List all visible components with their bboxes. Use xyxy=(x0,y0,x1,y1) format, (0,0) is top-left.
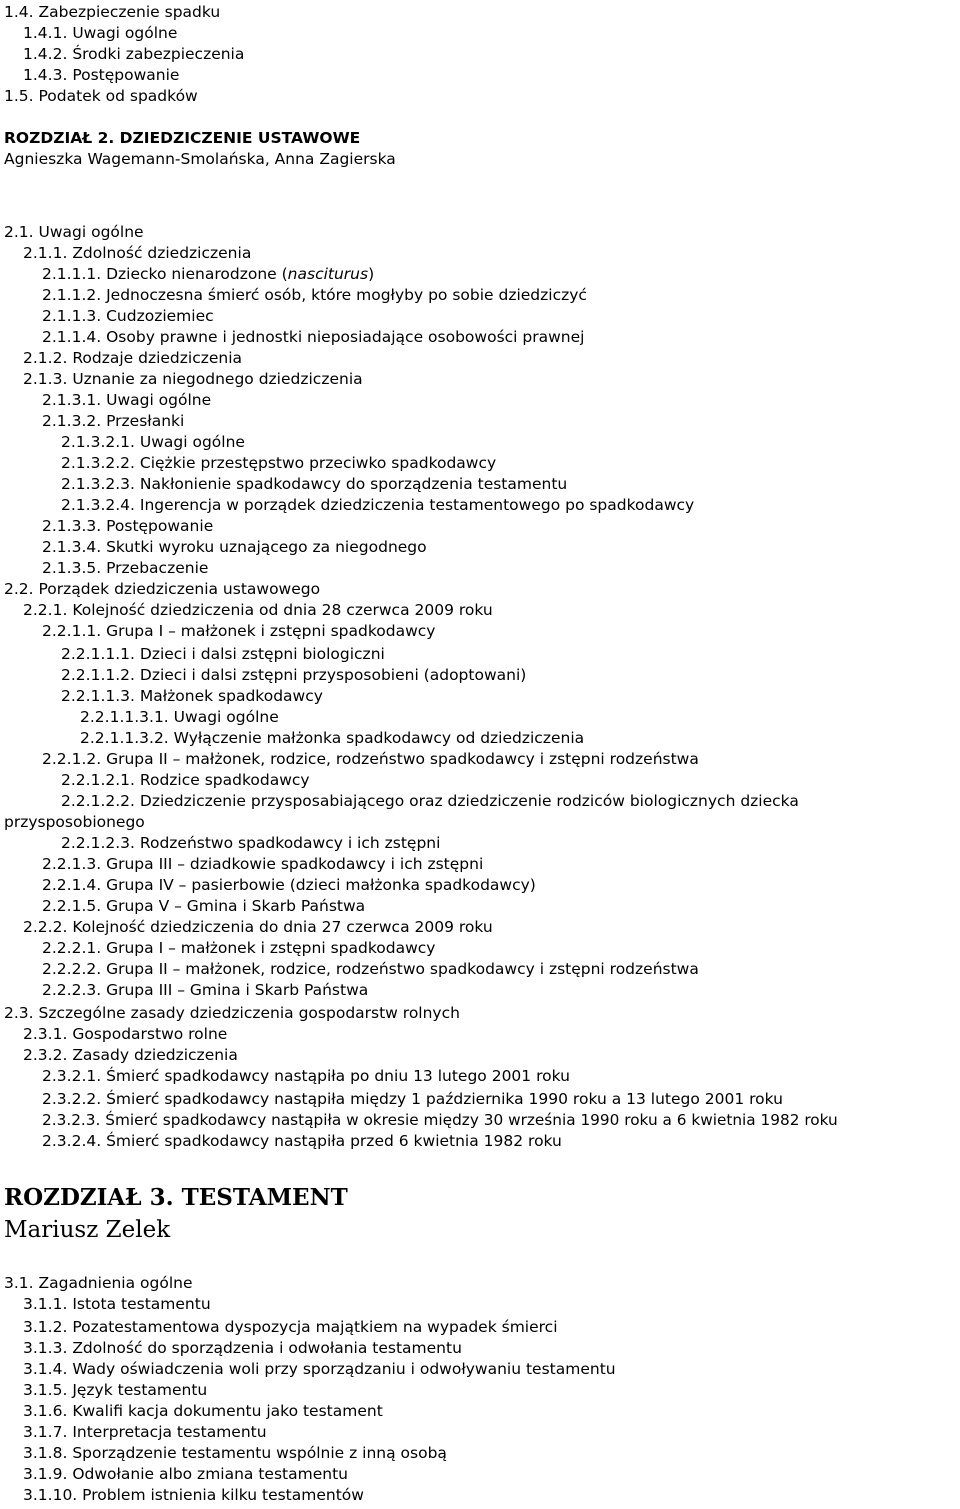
toc-entry: 2.2.1.1.3. Małżonek spadkodawcy xyxy=(61,687,323,705)
toc-entry: 2.2. Porządek dziedziczenia ustawowego xyxy=(4,580,321,598)
toc-entry: 2.1.3.2.3. Nakłonienie spadkodawcy do sporządzenia testamentu xyxy=(61,475,568,493)
toc-entry: 3.1.10. Problem istnienia kilku testamentów xyxy=(23,1486,364,1504)
toc-entry: 2.2.1.1.3.2. Wyłączenie małżonka spadkodawcy od dziedziczenia xyxy=(80,729,585,747)
toc-entry: 3.1.1. Istota testamentu xyxy=(23,1295,211,1313)
toc-entry: 2.1.3.2.4. Ingerencja w porządek dziedziczenia testamentowego po spadkodawcy xyxy=(61,496,695,514)
toc-entry: 2.2.2. Kolejność dziedziczenia do dnia 27 czerwca 2009 roku xyxy=(23,918,493,936)
toc-entry: 2.1.2. Rodzaje dziedziczenia xyxy=(23,349,243,367)
toc-entry: 1.4. Zabezpieczenie spadku xyxy=(4,3,221,21)
toc-entry: 3.1.2. Pozatestamentowa dyspozycja majątkiem na wypadek śmierci xyxy=(23,1318,558,1336)
chapter-heading: ROZDZIAŁ 3. TESTAMENT xyxy=(4,1184,348,1211)
chapter-authors: Agnieszka Wagemann-Smolańska, Anna Zagierska xyxy=(4,150,396,168)
toc-entry: 2.2.2.2. Grupa II – małżonek, rodzice, rodzeństwo spadkodawcy i zstępni rodzeństwa xyxy=(42,960,699,978)
toc-entry: 2.1.1.3. Cudzoziemiec xyxy=(42,307,214,325)
toc-entry: 2.1.3.3. Postępowanie xyxy=(42,517,214,535)
toc-entry: 2.2.1.2. Grupa II – małżonek, rodzice, rodzeństwo spadkodawcy i zstępni rodzeństwa xyxy=(42,750,699,768)
toc-entry: 2.2.1.1.2. Dzieci i dalsi zstępni przysposobieni (adoptowani) xyxy=(61,666,527,684)
toc-entry: 3.1.3. Zdolność do sporządzenia i odwołania testamentu xyxy=(23,1339,462,1357)
toc-entry: 2.2.2.3. Grupa III – Gmina i Skarb Państwa xyxy=(42,981,369,999)
toc-entry: 3.1.6. Kwalifi kacja dokumentu jako testament xyxy=(23,1402,383,1420)
toc-entry: 2.2.1.3. Grupa III – dziadkowie spadkodawcy i ich zstępni xyxy=(42,855,484,873)
toc-entry: 2.3.1. Gospodarstwo rolne xyxy=(23,1025,228,1043)
toc-entry: 2.2.1.2.1. Rodzice spadkodawcy xyxy=(61,771,310,789)
toc-entry: 2.2.1.2.3. Rodzeństwo spadkodawcy i ich zstępni xyxy=(61,834,441,852)
toc-entry: 1.4.3. Postępowanie xyxy=(23,66,180,84)
toc-entry: 2.1.3.5. Przebaczenie xyxy=(42,559,209,577)
toc-entry: 2.1. Uwagi ogólne xyxy=(4,223,144,241)
toc-entry: 2.1.1.1. Dziecko nienarodzone (nasciturus) xyxy=(42,265,375,283)
toc-entry: 2.1.3.2.2. Ciężkie przestępstwo przeciwko spadkodawcy xyxy=(61,454,497,472)
toc-entry: 2.1.3.4. Skutki wyroku uznającego za niegodnego xyxy=(42,538,427,556)
toc-entry: 3.1.4. Wady oświadczenia woli przy sporządzaniu i odwoływaniu testamentu xyxy=(23,1360,616,1378)
toc-entry: 2.1.3.2.1. Uwagi ogólne xyxy=(61,433,245,451)
chapter-heading: ROZDZIAŁ 2. DZIEDZICZENIE USTAWOWE xyxy=(4,129,361,147)
toc-entry: 2.1.3.2. Przesłanki xyxy=(42,412,185,430)
toc-entry: 3.1. Zagadnienia ogólne xyxy=(4,1274,193,1292)
toc-entry: 2.1.1.2. Jednoczesna śmierć osób, które mogłyby po sobie dziedziczyć xyxy=(42,286,587,304)
toc-entry: 2.1.3.1. Uwagi ogólne xyxy=(42,391,212,409)
toc-entry: 2.3.2. Zasady dziedziczenia xyxy=(23,1046,238,1064)
toc-entry: 2.1.1.4. Osoby prawne i jednostki nieposiadające osobowości prawnej xyxy=(42,328,585,346)
toc-entry: 2.1.1. Zdolność dziedziczenia xyxy=(23,244,252,262)
toc-entry: 2.3.2.3. Śmierć spadkodawcy nastąpiła w okresie między 30 września 1990 roku a 6 kwietnia 1982 roku xyxy=(42,1111,838,1129)
toc-entry: 2.2.2.1. Grupa I – małżonek i zstępni spadkodawcy xyxy=(42,939,436,957)
toc-entry: 2.3.2.2. Śmierć spadkodawcy nastąpiła między 1 października 1990 roku a 13 lutego 2001 roku xyxy=(42,1090,783,1108)
toc-entry: 1.4.1. Uwagi ogólne xyxy=(23,24,178,42)
toc-entry: 2.2.1.1.3.1. Uwagi ogólne xyxy=(80,708,279,726)
toc-entry: 2.2.1.1.1. Dzieci i dalsi zstępni biologiczni xyxy=(61,645,385,663)
toc-entry: 2.3. Szczególne zasady dziedziczenia gospodarstw rolnych xyxy=(4,1004,460,1022)
chapter-authors: Mariusz Zelek xyxy=(4,1217,171,1243)
toc-entry-continuation: przysposobionego xyxy=(4,813,145,831)
toc-entry: 3.1.8. Sporządzenie testamentu wspólnie z inną osobą xyxy=(23,1444,447,1462)
toc-entry: 2.2.1.4. Grupa IV – pasierbowie (dzieci małżonka spadkodawcy) xyxy=(42,876,536,894)
toc-entry: 2.2.1.5. Grupa V – Gmina i Skarb Państwa xyxy=(42,897,366,915)
toc-entry: 2.3.2.1. Śmierć spadkodawcy nastąpiła po dniu 13 lutego 2001 roku xyxy=(42,1067,570,1085)
toc-entry: 1.5. Podatek od spadków xyxy=(4,87,198,105)
toc-entry: 3.1.5. Język testamentu xyxy=(23,1381,208,1399)
toc-entry: 2.2.1.1. Grupa I – małżonek i zstępni spadkodawcy xyxy=(42,622,436,640)
toc-entry: 2.2.1.2.2. Dziedziczenie przysposabiającego oraz dziedziczenie rodziców biologicznych dziecka xyxy=(61,792,799,810)
toc-entry: 2.2.1. Kolejność dziedziczenia od dnia 28 czerwca 2009 roku xyxy=(23,601,493,619)
toc-entry: 2.3.2.4. Śmierć spadkodawcy nastąpiła przed 6 kwietnia 1982 roku xyxy=(42,1132,562,1150)
toc-entry: 1.4.2. Środki zabezpieczenia xyxy=(23,45,245,63)
toc-entry: 2.1.3. Uznanie za niegodnego dziedziczenia xyxy=(23,370,363,388)
toc-entry: 3.1.9. Odwołanie albo zmiana testamentu xyxy=(23,1465,348,1483)
toc-entry: 3.1.7. Interpretacja testamentu xyxy=(23,1423,267,1441)
